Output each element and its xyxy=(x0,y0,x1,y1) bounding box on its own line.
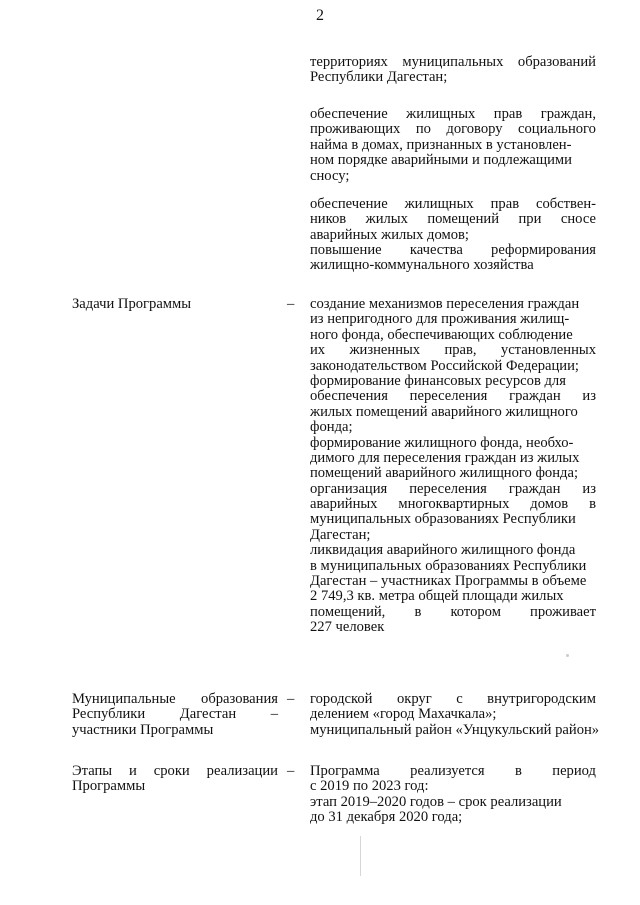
text-word: в xyxy=(514,763,522,779)
text-line xyxy=(310,374,596,389)
text-line xyxy=(310,297,596,312)
text-line xyxy=(310,620,596,635)
text-word: и xyxy=(129,763,137,779)
text-line xyxy=(310,169,596,184)
text-word: до 31 декабря 2020 года; xyxy=(310,809,463,826)
row-dash: – xyxy=(287,763,295,779)
text-word: Республики xyxy=(72,706,146,723)
text-word: повышение xyxy=(310,242,382,258)
text-word: реализации xyxy=(206,763,278,779)
text-word: переселения xyxy=(409,480,487,497)
text-line xyxy=(310,707,596,722)
text-word: Муниципальные xyxy=(72,691,176,707)
text-line xyxy=(310,528,596,543)
text-word: создание механизмов переселения граждан xyxy=(310,296,580,312)
text-word: жилищных xyxy=(406,106,476,122)
text-line xyxy=(310,779,596,794)
row-content xyxy=(310,297,596,636)
text-line xyxy=(310,721,600,738)
text-word: найма в домах, признанных в установлен- xyxy=(310,136,572,153)
text-word: жилищно-коммунального хозяйства xyxy=(310,257,534,274)
text-word: домов xyxy=(530,496,569,513)
text-word: Этапы xyxy=(72,763,113,779)
text-word: муниципальный район «Унцукульский район» xyxy=(310,721,600,738)
text-line xyxy=(310,212,596,227)
text-line xyxy=(310,764,596,779)
text-word: при xyxy=(518,211,542,228)
text-line xyxy=(310,328,596,343)
text-word: социального xyxy=(518,121,596,138)
text-word: реформирования xyxy=(491,242,596,258)
text-line xyxy=(310,795,596,810)
text-line xyxy=(72,707,278,722)
text-word: с 2019 по 2023 год: xyxy=(310,778,429,795)
text-line xyxy=(310,512,596,527)
text-line xyxy=(310,258,596,273)
text-word: по xyxy=(415,121,431,138)
row-label xyxy=(72,764,278,795)
text-word: Республики Дагестан; xyxy=(310,69,448,86)
text-line xyxy=(72,297,278,312)
text-word: их xyxy=(310,342,326,359)
text-word: ного фонда, обеспечивающих соблюдение xyxy=(310,326,573,343)
text-line xyxy=(310,810,596,825)
text-word: законодательством Российской Федерации; xyxy=(310,357,579,374)
text-line xyxy=(310,589,596,604)
row-dash: – xyxy=(287,691,295,707)
text-word: фонда; xyxy=(310,419,353,436)
text-word: Программы xyxy=(72,778,146,795)
text-line xyxy=(310,482,596,497)
text-word: жилищных xyxy=(404,196,474,212)
intro-paragraph xyxy=(310,55,596,86)
text-line xyxy=(310,343,596,358)
text-word: обеспечение xyxy=(310,106,388,122)
text-word: с xyxy=(456,691,463,707)
text-word: реализуется xyxy=(410,763,485,779)
row-label xyxy=(72,692,278,738)
text-line xyxy=(72,779,278,794)
text-word: территориях xyxy=(310,54,388,70)
text-line xyxy=(310,138,596,153)
text-word: жилых xyxy=(365,211,408,228)
text-word: граждан, xyxy=(540,106,596,122)
text-word: собствен- xyxy=(535,196,596,212)
text-word: Дагестан – участниках Программы в объеме xyxy=(310,573,587,590)
text-word: образований xyxy=(517,54,596,70)
scan-speck xyxy=(566,654,569,657)
text-line xyxy=(310,197,596,212)
text-word: внутригородским xyxy=(487,691,596,707)
text-word: прав xyxy=(490,196,520,212)
text-line xyxy=(310,497,596,512)
text-line xyxy=(310,389,596,404)
text-word: 227 человек xyxy=(310,619,385,636)
text-line xyxy=(310,605,596,620)
text-line xyxy=(310,107,596,122)
text-line xyxy=(310,466,596,481)
text-word: проживает xyxy=(530,603,596,620)
row-dash: – xyxy=(287,296,295,312)
row-content xyxy=(310,764,596,826)
text-word: округ xyxy=(396,691,432,707)
text-line xyxy=(72,692,278,707)
text-word: из xyxy=(582,388,596,405)
text-line xyxy=(310,543,596,558)
scan-mark xyxy=(360,836,362,876)
page-number: 2 xyxy=(316,7,324,24)
text-word: сносу; xyxy=(310,167,350,184)
text-word: жилых помещений аварийного жилищного xyxy=(310,403,578,420)
text-word: ликвидация аварийного жилищного фонда xyxy=(310,542,576,559)
text-word: из непригодного для проживания жилищ- xyxy=(310,311,570,328)
text-word: многоквартирных xyxy=(398,496,510,513)
text-word: прав, xyxy=(444,342,477,359)
text-line xyxy=(310,451,596,466)
text-word: в xyxy=(589,496,596,513)
text-word: обеспечение xyxy=(310,196,388,212)
text-line xyxy=(310,243,596,258)
text-line xyxy=(310,70,596,85)
text-word: ников xyxy=(310,211,347,228)
text-word: участники Программы xyxy=(72,721,214,738)
text-word: этап 2019–2020 годов – срок реализации xyxy=(310,793,562,810)
text-word: сносе xyxy=(560,211,596,228)
text-line xyxy=(310,312,596,327)
text-line xyxy=(310,436,596,451)
text-line xyxy=(310,55,596,70)
text-word: Дагестан xyxy=(179,706,237,723)
text-word: из xyxy=(582,480,596,497)
text-line xyxy=(310,574,596,589)
text-word: установленных xyxy=(500,342,596,359)
text-word: граждан xyxy=(509,388,561,405)
text-word: договору xyxy=(446,121,503,138)
intro-paragraph xyxy=(310,107,596,184)
text-word: сроки xyxy=(153,763,190,779)
text-word: образования xyxy=(201,691,278,707)
text-word: помещений аварийного жилищного фонда; xyxy=(310,465,578,482)
text-word: формирование финансовых ресурсов для xyxy=(310,372,566,389)
text-word: обеспечения xyxy=(310,388,388,405)
text-word: Задачи Программы xyxy=(72,296,192,312)
text-word: организация xyxy=(310,480,388,497)
text-word: в муниципальных образованиях Республики xyxy=(310,557,587,574)
text-line xyxy=(72,723,278,738)
text-word: переселения xyxy=(409,388,488,405)
intro-paragraph xyxy=(310,197,596,243)
text-word: делением «город Махачкала»; xyxy=(310,706,497,723)
text-line xyxy=(310,122,596,137)
text-word: Дагестан; xyxy=(310,526,371,543)
text-word: период xyxy=(552,763,596,779)
text-word: димого для переселения граждан из жилых xyxy=(310,449,580,466)
text-word: помещений xyxy=(427,211,500,228)
text-word: граждан xyxy=(508,480,561,497)
text-word: качества xyxy=(409,242,463,258)
text-word: аварийных xyxy=(310,496,378,513)
text-line xyxy=(72,764,278,779)
intro-paragraph xyxy=(310,243,596,274)
text-word: Программа xyxy=(310,763,380,779)
text-word: – xyxy=(270,706,278,723)
text-word: городской xyxy=(310,691,373,707)
row-label xyxy=(72,297,278,312)
text-word: формирование жилищного фонда, необхо- xyxy=(310,434,574,451)
row-content xyxy=(310,691,600,738)
text-line xyxy=(310,405,596,420)
text-line xyxy=(310,559,596,574)
text-word: прав xyxy=(493,106,523,122)
text-line xyxy=(310,359,596,374)
text-word: 2 749,3 кв. метра общей площади жилых xyxy=(310,588,564,605)
text-word: муниципальных образованиях Республики xyxy=(310,511,576,528)
text-line xyxy=(310,228,596,243)
text-line xyxy=(310,420,596,435)
text-word: проживающих xyxy=(310,121,401,138)
text-word: аварийных жилых домов; xyxy=(310,226,469,243)
text-line xyxy=(310,692,596,707)
text-line xyxy=(310,153,596,168)
text-word: в xyxy=(414,603,422,620)
text-word: муниципальных xyxy=(402,54,504,70)
text-word: помещений, xyxy=(310,603,386,620)
text-word: ном порядке аварийными и подлежащими xyxy=(310,152,572,169)
text-word: жизненных xyxy=(349,342,421,359)
text-word: котором xyxy=(450,603,501,620)
